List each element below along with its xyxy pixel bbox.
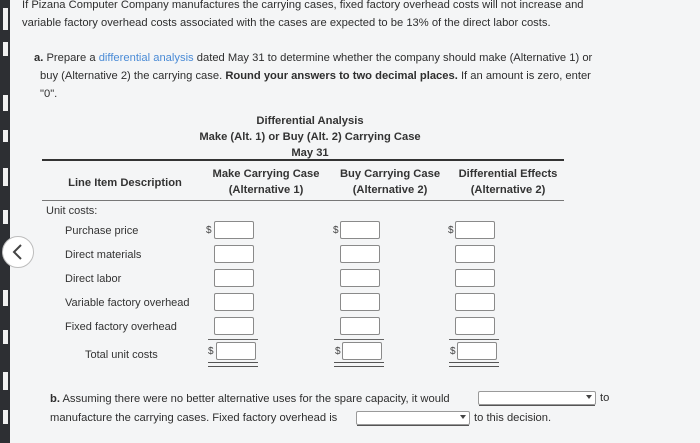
buy-total-double-rule [334, 362, 384, 367]
diff-total-input[interactable] [457, 342, 497, 360]
diff-purchase-price-input[interactable] [455, 221, 495, 239]
caret-down-icon [586, 395, 592, 399]
col-header-buy-alt: (Alternative 2) [352, 184, 428, 196]
col-header-diff-alt: (Alternative 2) [470, 184, 546, 196]
part-b-line-1 [50, 389, 450, 409]
buy-purchase-price-input[interactable] [340, 221, 380, 239]
buy-fixed-overhead-input[interactable] [340, 317, 380, 335]
intro-line-1: If Pizana Computer Company manufactures the carrying cases, fixed factory overhead costs will not increase and [22, 0, 584, 11]
buy-total-input[interactable] [342, 342, 382, 360]
section-unit-costs: Unit costs: [46, 205, 98, 217]
diff-variable-overhead-input[interactable] [455, 293, 495, 311]
col-header-diff: Differential Effects [458, 168, 558, 180]
row-direct-materials: Direct materials [65, 249, 142, 261]
buy-total-rule [334, 339, 384, 340]
col-header-rule [42, 200, 564, 201]
diff-total-double-rule [449, 362, 499, 367]
rounding-instruction: Round your answers to two decimal places. [225, 70, 458, 82]
table-date: May 31 [291, 147, 329, 159]
left-edge-bar [0, 0, 10, 443]
back-button[interactable] [2, 236, 34, 268]
part-a-line2-post: If an amount is zero, enter [460, 70, 591, 82]
part-b-line-2-end: to this decision. [474, 412, 552, 424]
part-a-line-2 [40, 66, 591, 86]
currency-col3-total: $ [450, 346, 456, 357]
make-total-input[interactable] [216, 342, 256, 360]
make-fixed-overhead-input[interactable] [214, 317, 254, 335]
part-a-line-3: "0". [40, 88, 58, 100]
row-variable-overhead: Variable factory overhead [65, 297, 190, 309]
make-or-buy-dropdown[interactable] [478, 391, 596, 405]
currency-col1-row1: $ [206, 225, 212, 236]
row-total-unit-costs: Total unit costs [85, 349, 158, 361]
make-purchase-price-input[interactable] [214, 221, 254, 239]
currency-col1-total: $ [208, 346, 214, 357]
diff-direct-materials-input[interactable] [455, 245, 495, 263]
part-b-marker: b. [50, 393, 60, 405]
part-a-text-1: Prepare a [46, 52, 96, 64]
diff-direct-labor-input[interactable] [455, 269, 495, 287]
table-title: Differential Analysis [256, 115, 364, 127]
part-b-text-1: Assuming there were no better alternative uses for the spare capacity, it would [62, 393, 450, 405]
part-a-text-2: dated May 31 to determine whether the company should make (Alternative 1) or [196, 52, 593, 64]
chevron-left-icon [10, 243, 26, 261]
row-purchase-price: Purchase price [65, 225, 139, 237]
make-total-double-rule [208, 362, 258, 367]
currency-col2-total: $ [335, 346, 341, 357]
col-header-make-alt: (Alternative 1) [228, 184, 304, 196]
col-header-buy: Buy Carrying Case [339, 168, 441, 180]
col-header-line-item: Line Item Description [68, 177, 182, 189]
part-b-line-2: manufacture the carrying cases. Fixed factory overhead is [50, 412, 338, 424]
make-variable-overhead-input[interactable] [214, 293, 254, 311]
part-a-marker: a. [34, 52, 44, 64]
make-direct-materials-input[interactable] [214, 245, 254, 263]
fixed-overhead-relevance-dropdown[interactable] [356, 411, 470, 425]
table-header-rule [42, 159, 564, 161]
differential-analysis-link[interactable]: differential analysis [98, 52, 194, 64]
buy-direct-materials-input[interactable] [340, 245, 380, 263]
currency-col3-row1: $ [448, 225, 454, 236]
make-total-rule [208, 339, 258, 340]
buy-variable-overhead-input[interactable] [340, 293, 380, 311]
make-direct-labor-input[interactable] [214, 269, 254, 287]
part-a-line2-pre: buy (Alternative 2) the carrying case. [40, 70, 223, 82]
diff-total-rule [449, 339, 499, 340]
row-direct-labor: Direct labor [65, 273, 122, 285]
diff-fixed-overhead-input[interactable] [455, 317, 495, 335]
currency-col2-row1: $ [333, 225, 339, 236]
intro-line-2: variable factory overhead costs associated with the cases are expected to be 13% of the direct labor costs. [22, 17, 551, 29]
col-header-make: Make Carrying Case [212, 168, 320, 180]
part-b-to: to [600, 392, 610, 404]
caret-down-icon [460, 415, 466, 419]
part-a-line-1 [34, 48, 592, 68]
row-fixed-overhead: Fixed factory overhead [65, 321, 177, 333]
problem-page [10, 0, 700, 443]
table-subtitle: Make (Alt. 1) or Buy (Alt. 2) Carrying Case [199, 131, 421, 143]
buy-direct-labor-input[interactable] [340, 269, 380, 287]
